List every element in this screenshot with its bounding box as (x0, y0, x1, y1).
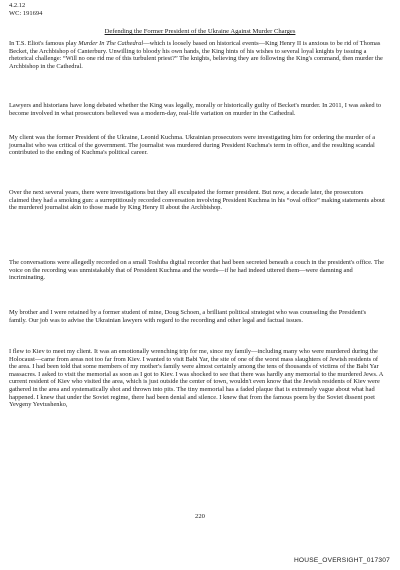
text-run: My client was the former President of the Ukraine, Leonid Kuchma. Ukrainian prosecutors were investigating him for ordering the murder of a journalist who was critical of the government. The journalist was murdered during President Kuchma's term in office, and the resulting scandal contributed to the ending of Kuchma's political career. (9, 134, 376, 157)
page-number: 220 (195, 513, 205, 520)
paragraph-text (9, 348, 385, 409)
paragraph-6 (9, 309, 385, 324)
paragraph-2 (9, 102, 385, 117)
italic-title-run: Murder In The Cathedral (78, 40, 144, 47)
text-run: Over the next several years, there were investigations but they all exculpated the former president. But now, a decade later, the prosecutors claimed they had a smoking gun: a surreptitiously recorded conversation involving President Kuchma in his “oval office” making statements about the murdered journalist akin to those made by King Henry II about the Archbishop. (9, 189, 385, 212)
text-run: In T.S. Eliot's famous play (9, 40, 79, 47)
paragraph-1 (9, 40, 385, 70)
paragraph-5 (9, 259, 385, 282)
paragraph-text (9, 40, 385, 70)
text-run: —which is loosely based on historical events—King Henry II is anxious to be rid of Thomas Becket, the Archbishop of Canterbury. Unwilling to bloody his own hands, the King hints of his wishes to several loyal knights by issuing a rhetorical challenge: “Will no one rid me of this turbulent priest?” The knights, believing they are following the King's command, then murder the Archbishop in the Cathedral. (9, 40, 383, 70)
paragraph-text (9, 134, 385, 157)
text-run: Lawyers and historians have long debated whether the King was legally, morally or historically guilty of Becket's murder. In 2011, I was asked to become involved in what prosecutors believed was a modern-day, real-life variation on murder in the Cathedral. (9, 102, 382, 117)
paragraph-text (9, 309, 385, 324)
document-header (9, 2, 42, 17)
text-run: The conversations were allegedly recorded on a small Toshiba digital recorder that had been secreted beneath a couch in the president's office. The voice on the recording was unmistakably that of President Kuchma and the words—if he had indeed uttered them—were damning and incriminating. (9, 259, 384, 282)
document-title: Defending the Former President of the Ukraine Against Murder Charges (104, 28, 296, 35)
paragraph-3 (9, 134, 385, 157)
paragraph-4 (9, 189, 385, 212)
paragraph-text (9, 189, 385, 212)
paragraph-text (9, 259, 385, 282)
paragraph-text (9, 102, 385, 117)
paragraph-7 (9, 348, 385, 409)
text-run: I flew to Kiev to meet my client. It was an emotionally wrenching trip for me, since my family—including many who were murdered during the Holocaust—came from areas not too far from Kiev. I wanted to visit Babi Yar, the site of one of the worst mass slaughters of Jewish residents of the area. I had been told that some members of my mother's family were almost certainly among the tens of thousands of victims of the Babi Yar massacres. I asked to visit the memorial as soon as I got to Kiev. I was shocked to see that there was hardly any memorial to the murdered Jews. A current resident of Kiev who visited the area, which is just outside the center of town, wouldn't even know that the Jewish residents of Kiev were gathered in the area and systematically shot and thrown into pits. The tiny memorial has a faded plaque that is extremely vague about what had happened. I knew that under the Soviet regime, there had been denial and silence. I knew that from the famous poem by the Soviet dissent poet Yevgeny Yevtushenko, (9, 348, 384, 409)
bates-number: HOUSE_OVERSIGHT_017307 (293, 557, 390, 564)
header-word-count: WC: 191694 (9, 9, 43, 17)
header-date: 4.2.12 (9, 2, 26, 9)
text-run: My brother and I were retained by a former student of mine, Doug Schoen, a brilliant political strategist who was counseling the President's family. Our job was to advise the Ukrainian lawyers with regard to the recording and other legal and factual issues. (9, 309, 367, 324)
